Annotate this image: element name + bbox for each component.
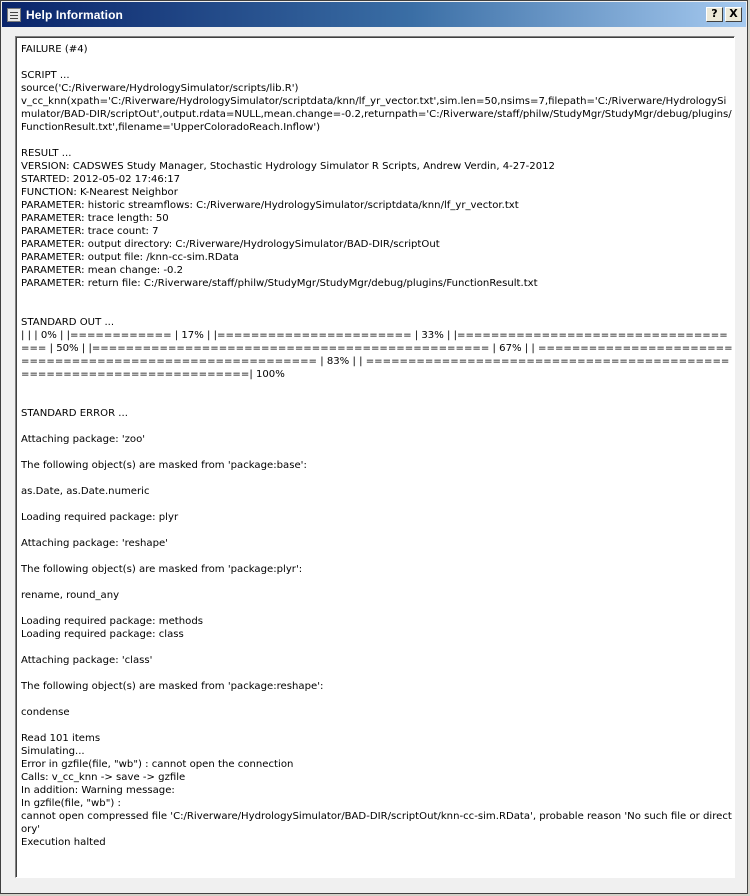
help-text-area[interactable] (15, 36, 735, 878)
help-text-line: PARAMETER: historic streamflows: C:/Riverware/HydrologySimulator/scriptdata/knn/lf_yr_vector.txt (21, 200, 519, 211)
help-text-line: VERSION: CADSWES Study Manager, Stochastic Hydrology Simulator R Scripts, Andrew Verdin, 4-27-2012 (21, 161, 555, 172)
window-icon (7, 8, 21, 22)
title-bar-buttons (706, 7, 742, 22)
help-text-line: The following object(s) are masked from 'package:base': (21, 460, 307, 471)
help-text-line: PARAMETER: output directory: C:/Riverware/HydrologySimulator/BAD-DIR/scriptOut (21, 239, 440, 250)
help-text-line: source('C:/Riverware/HydrologySimulator/scripts/lib.R') (21, 83, 299, 94)
window-title: Help Information (26, 7, 123, 22)
help-text-line: cannot open compressed file 'C:/Riverware/HydrologySimulator/BAD-DIR/scriptOut/knn-cc-sim.RData', probable reason 'No such file or directory' (21, 811, 732, 835)
help-text-line: rename, round_any (21, 590, 120, 601)
help-text-line: PARAMETER: trace count: 7 (21, 226, 159, 237)
help-text-line: In gzfile(file, "wb") : (21, 798, 121, 809)
help-text-line: PARAMETER: output file: /knn-cc-sim.RData (21, 252, 239, 263)
help-button[interactable]: ? (706, 7, 723, 22)
help-text-line: Attaching package: 'zoo' (21, 434, 146, 445)
help-text-line: The following object(s) are masked from 'package:plyr': (21, 564, 303, 575)
help-text-line: Calls: v_cc_knn -> save -> gzfile (21, 772, 186, 783)
help-text-line: Simulating... (21, 746, 85, 757)
help-text-content (16, 37, 734, 849)
help-text-line: STANDARD OUT ... (21, 317, 115, 328)
help-text-line: In addition: Warning message: (21, 785, 175, 796)
help-text-line: Loading required package: plyr (21, 512, 179, 523)
help-text-line: Loading required package: methods (21, 616, 203, 627)
help-text-line: The following object(s) are masked from 'package:reshape': (21, 681, 324, 692)
help-text-line: FAILURE (#4) (21, 44, 88, 55)
help-text-line: PARAMETER: trace length: 50 (21, 213, 169, 224)
help-text-line: Attaching package: 'class' (21, 655, 153, 666)
help-text-line: as.Date, as.Date.numeric (21, 486, 150, 497)
help-text-line: STARTED: 2012-05-02 17:46:17 (21, 174, 181, 185)
help-text-line: condense (21, 707, 70, 718)
help-text-line: STANDARD ERROR ... (21, 408, 128, 419)
help-text-line: PARAMETER: return file: C:/Riverware/staff/philw/StudyMgr/StudyMgr/debug/plugins/FunctionResult.txt (21, 278, 538, 289)
help-text-line: SCRIPT ... (21, 70, 70, 81)
title-bar[interactable] (2, 2, 746, 27)
help-text-line: Attaching package: 'reshape' (21, 538, 168, 549)
help-text-line: | | | 0% | |============ | 17% | |======================= | 33% | |=================================== | 50% | |=============================================== | 67% | | ========================================================== | 83% | | ======================================================================| 100% (21, 330, 733, 380)
close-button[interactable]: X (725, 7, 742, 22)
help-text-line: Error in gzfile(file, "wb") : cannot open the connection (21, 759, 294, 770)
help-text-line: PARAMETER: mean change: -0.2 (21, 265, 184, 276)
help-text-line: Execution halted (21, 837, 106, 848)
help-text-line: RESULT ... (21, 148, 72, 159)
window-bottom-edge (2, 882, 746, 892)
help-text-line: FUNCTION: K-Nearest Neighbor (21, 187, 178, 198)
help-text-line: v_cc_knn(xpath='C:/Riverware/HydrologySimulator/scriptdata/knn/lf_yr_vector.txt',sim.len=50,nsims=7,filepath='C:/Riverware/HydrologySimulator/BAD-DIR/scriptOut',output.rdata=NULL,mean.change=-0.2,returnpath='C:/Riverware/staff/philw/StudyMgr/StudyMgr/debug/plugins/FunctionResult.txt',filename='UpperColoradoReach.Inflow') (21, 96, 732, 133)
help-text-line: Loading required package: class (21, 629, 184, 640)
help-text-line: Read 101 items (21, 733, 101, 744)
